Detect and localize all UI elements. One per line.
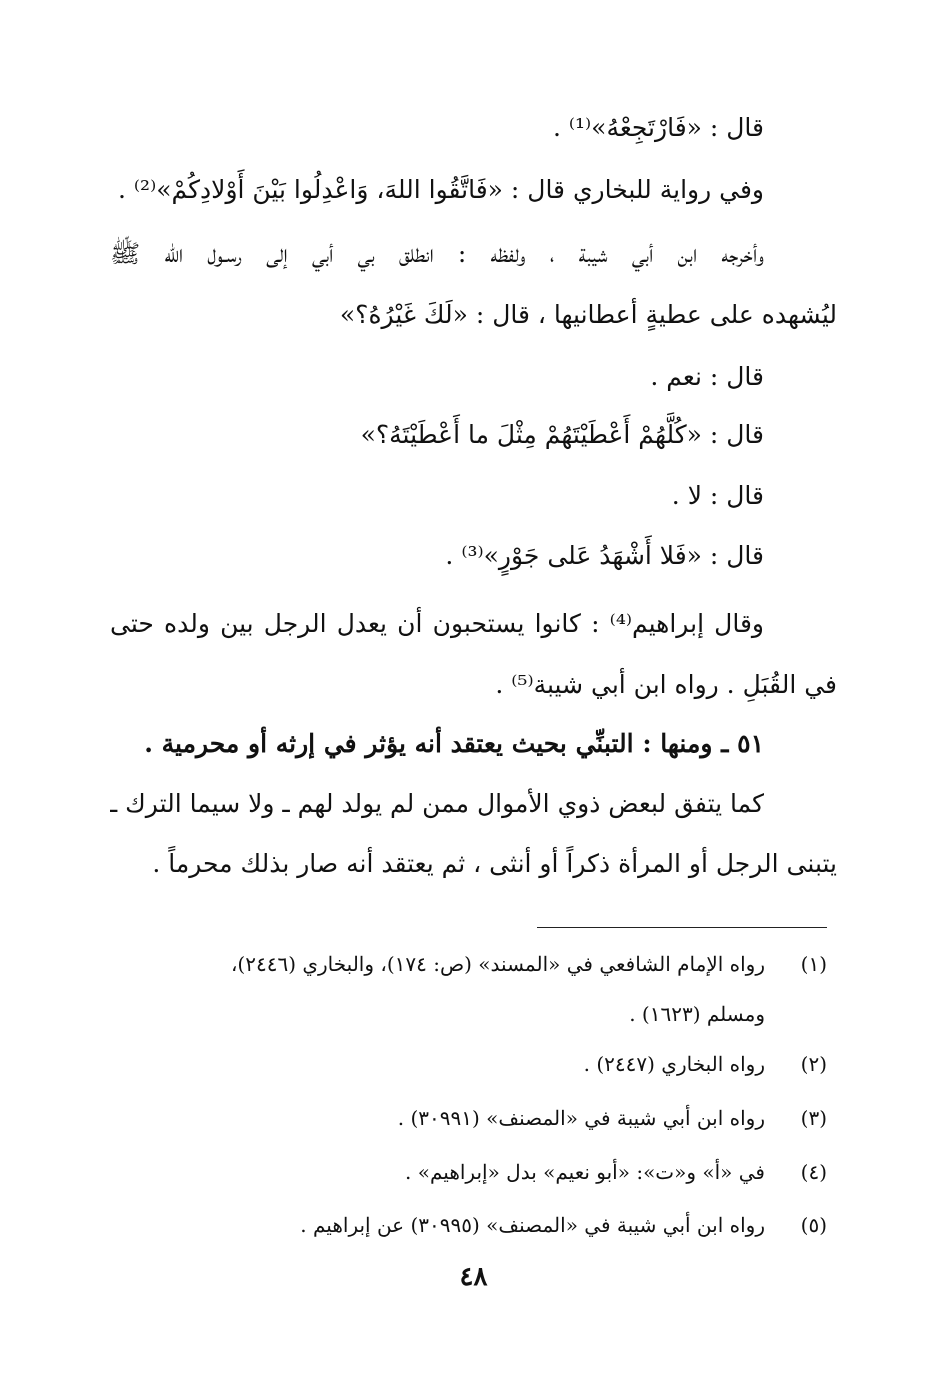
- footnote: [110, 1148, 827, 1196]
- footnote-text: رواه ابن أبي شيبة في «المصنف» (٣٠٩٩٥) عن إبراهيم .: [300, 1213, 765, 1237]
- body-line: وأخرجه ابن أبي شيبة ، ولفظه : انطلق بي أبي إلى رسـول الله ﷺ: [110, 239, 764, 268]
- footnote: [110, 940, 827, 988]
- body-line: ليُشهده على عطيةٍ أعطانيها ، قال : «لَكَ غَيْرُهُ؟»: [339, 300, 837, 329]
- body-line: قال : «فَارْتَجِعْهُ»⁽¹⁾ .: [552, 113, 764, 142]
- footnote: [110, 1040, 827, 1088]
- footnote-number: (١): [800, 952, 827, 976]
- body-line: قال : نعم .: [650, 362, 764, 391]
- footnote-number: (٥): [800, 1213, 827, 1237]
- footnote-number: (٤): [800, 1160, 827, 1184]
- footnote-text: في «أ» و«ت»: «أبو نعيم» بدل «إبراهيم» .: [405, 1160, 765, 1184]
- body-line: وقال إبراهيم⁽⁴⁾ : كانوا يستحبون أن يعدل الرجل بين ولده حتى: [110, 609, 764, 638]
- body-line: قال : «فَلا أَشْهَدُ عَلى جَوْرٍ»⁽³⁾ .: [445, 541, 764, 570]
- footnote-text: رواه البخاري (٢٤٤٧) .: [583, 1052, 765, 1076]
- footnote: [110, 1094, 827, 1142]
- page-number: ٤٨: [459, 1262, 488, 1292]
- footnote-text: ومسلم (١٦٢٣) .: [629, 1002, 765, 1026]
- footnote-number: (٣): [800, 1106, 827, 1130]
- body-line: قال : «كُلَّهُمْ أَعْطَيْتَهُمْ مِثْلَ ما أَعْطَيْتَهُ؟»: [360, 420, 764, 449]
- body-line: وفي رواية للبخاري قال : «فَاتَّقُوا اللهَ، وَاعْدِلُوا بَيْنَ أَوْلادِكُمْ»⁽²⁾ .: [118, 175, 764, 204]
- body-line: قال : لا .: [671, 481, 764, 510]
- footnote-text: رواه ابن أبي شيبة في «المصنف» (٣٠٩٩١) .: [397, 1106, 765, 1130]
- footnote: [110, 990, 765, 1038]
- body-line: كما يتفق لبعض ذوي الأموال ممن لم يولد لهم ـ ولا سيما الترك ـ: [110, 789, 764, 818]
- section-heading: ٥١ ـ ومنها : التبنِّي بحيث يعتقد أنه يؤثر في إرثه أو محرمية .: [144, 729, 764, 758]
- footnote-divider: [537, 927, 827, 928]
- body-line: في القُبَلِ . رواه ابن أبي شيبة⁽⁵⁾ .: [495, 670, 837, 699]
- footnote: [110, 1201, 827, 1249]
- footnote-number: (٢): [800, 1052, 827, 1076]
- footnote-text: رواه الإمام الشافعي في «المسند» (ص: ١٧٤)، والبخاري (٢٤٤٦)،: [230, 952, 765, 976]
- body-line: يتبنى الرجل أو المرأة ذكراً أو أنثى ، ثم يعتقد أنه صار بذلك محرماً .: [152, 849, 837, 878]
